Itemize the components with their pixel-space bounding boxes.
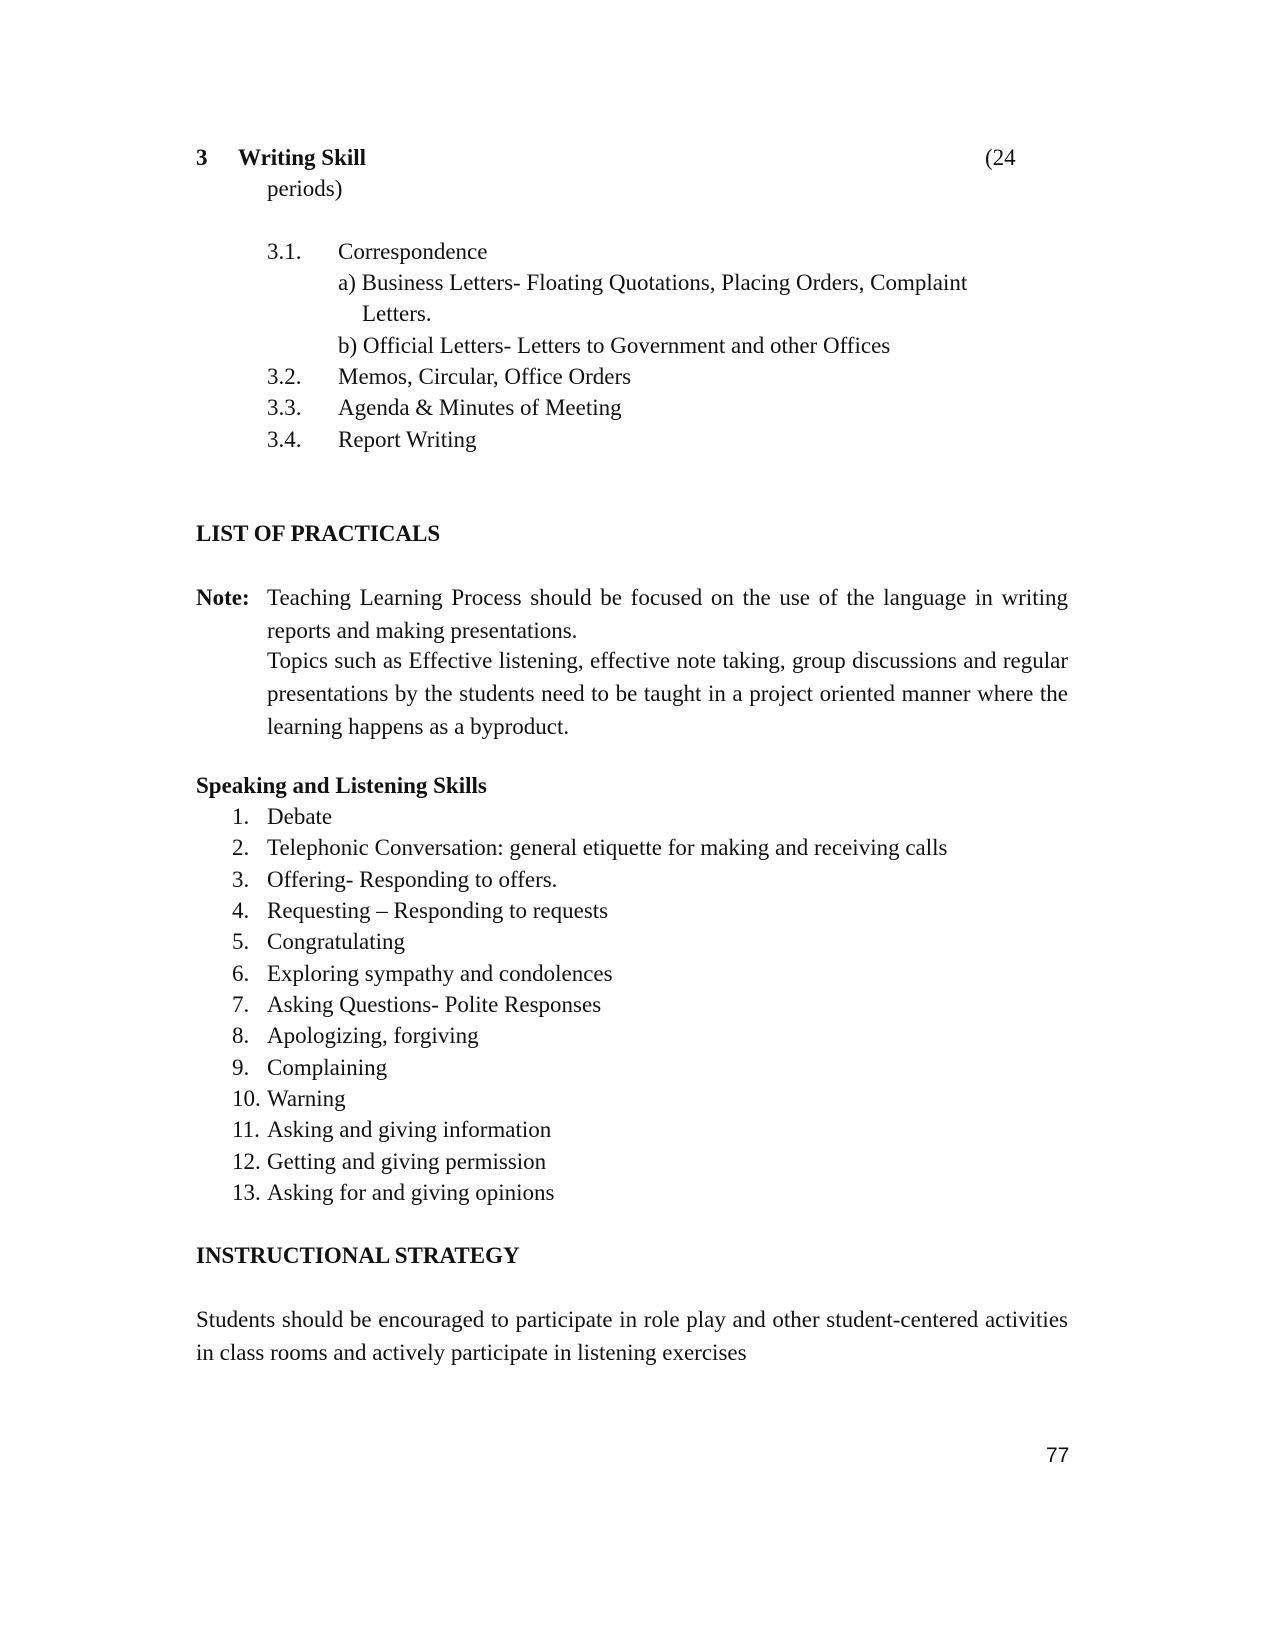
list-item: Debate bbox=[267, 804, 333, 829]
speaking-heading: Speaking and Listening Skills bbox=[196, 773, 487, 798]
list-item: Requesting – Responding to requests bbox=[267, 898, 609, 923]
subsection-title: Agenda & Minutes of Meeting bbox=[338, 395, 622, 420]
subsection-number: 3.1. bbox=[267, 239, 302, 264]
list-item: Congratulating bbox=[267, 929, 405, 954]
list-item: Apologizing, forgiving bbox=[267, 1023, 479, 1048]
list-item: Warning bbox=[267, 1086, 346, 1111]
correspondence-item-a-continued: Letters. bbox=[362, 301, 432, 326]
list-item: Getting and giving permission bbox=[267, 1149, 547, 1174]
list-item-number: 11. bbox=[232, 1117, 260, 1142]
list-item-number: 13. bbox=[232, 1180, 261, 1205]
practicals-heading: LIST OF PRACTICALS bbox=[196, 521, 441, 546]
note-paragraph: Teaching Learning Process should be focused on the use of the language in writing reports and making presentations. bbox=[267, 585, 1068, 643]
list-item: Telephonic Conversation: general etiquette for making and receiving calls bbox=[267, 835, 948, 860]
list-item: Exploring sympathy and condolences bbox=[267, 961, 613, 986]
subsection-number: 3.4. bbox=[267, 427, 302, 452]
list-item: Asking and giving information bbox=[267, 1117, 552, 1142]
note-label: Note: bbox=[196, 585, 250, 610]
list-item: Complaining bbox=[267, 1055, 388, 1080]
list-item: Offering- Responding to offers. bbox=[267, 867, 558, 892]
subsection-number: 3.3. bbox=[267, 395, 302, 420]
strategy-paragraph: Students should be encouraged to participate in role play and other student-centered activities in class rooms and actively participate in listening exercises bbox=[196, 1307, 1068, 1365]
list-item: Asking for and giving opinions bbox=[267, 1180, 555, 1205]
list-item-number: 6. bbox=[232, 961, 250, 986]
subsection-title: Correspondence bbox=[338, 239, 488, 264]
list-item-number: 12. bbox=[232, 1149, 261, 1174]
correspondence-item-b: b) Official Letters- Letters to Government and other Offices bbox=[338, 333, 891, 358]
list-item-number: 5. bbox=[232, 929, 250, 954]
note-paragraph: Topics such as Effective listening, effective note taking, group discussions and regular presentations by the students need to be taught in a project oriented manner where the learning happens as a byproduct. bbox=[267, 648, 1068, 739]
strategy-heading: INSTRUCTIONAL STRATEGY bbox=[196, 1243, 520, 1268]
list-item-number: 9. bbox=[232, 1055, 250, 1080]
list-item-number: 1. bbox=[232, 804, 250, 829]
list-item: Asking Questions- Polite Responses bbox=[267, 992, 602, 1017]
section-title: Writing Skill bbox=[238, 145, 367, 170]
subsection-title: Report Writing bbox=[338, 427, 477, 452]
list-item-number: 4. bbox=[232, 898, 250, 923]
section-periods-close: periods) bbox=[267, 176, 343, 201]
subsection-number: 3.2. bbox=[267, 364, 302, 389]
section-periods-open: (24 bbox=[985, 145, 1016, 170]
correspondence-item-a: a) Business Letters- Floating Quotations, Placing Orders, Complaint bbox=[338, 270, 968, 295]
page-number: 77 bbox=[1046, 1444, 1070, 1467]
list-item-number: 8. bbox=[232, 1023, 250, 1048]
section-number: 3 bbox=[196, 145, 208, 170]
list-item-number: 10. bbox=[232, 1086, 261, 1111]
list-item-number: 7. bbox=[232, 992, 250, 1017]
list-item-number: 2. bbox=[232, 835, 250, 860]
list-item-number: 3. bbox=[232, 867, 250, 892]
subsection-title: Memos, Circular, Office Orders bbox=[338, 364, 632, 389]
